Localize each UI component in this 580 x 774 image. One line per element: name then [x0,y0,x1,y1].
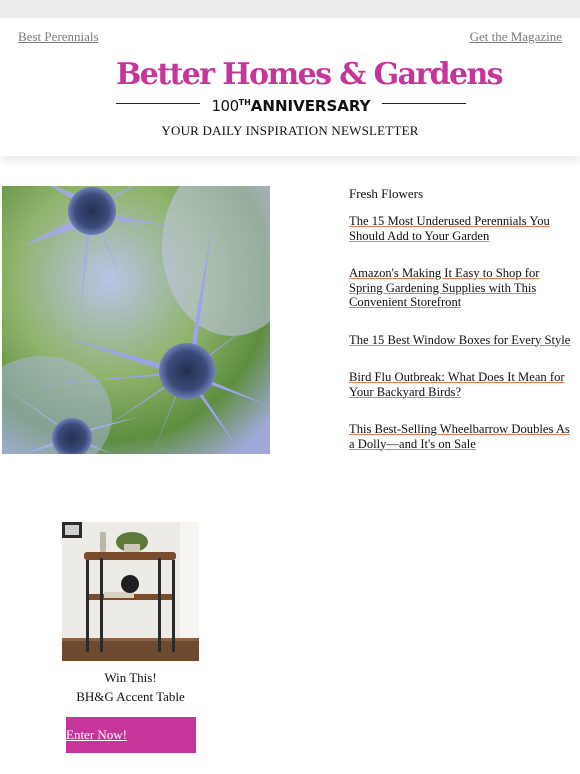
divider [382,103,466,104]
promo-title: Win This! [104,670,157,685]
eryngium-flower-image[interactable] [2,186,270,454]
anniversary-lockup [116,94,466,115]
newsletter-tagline: YOUR DAILY INSPIRATION NEWSLETTER [161,123,419,138]
article-link[interactable]: Bird Flu Outbreak: What Does It Mean for Your Backyard Birds? [349,370,565,399]
get-magazine-link[interactable]: Get the Magazine [469,29,562,44]
best-perennials-link[interactable]: Best Perennials [18,29,99,44]
accent-table-image[interactable] [62,522,199,661]
giveaway-promo [62,522,199,742]
section-title: Fresh Flowers [349,186,424,201]
enter-now-button[interactable]: Enter Now! [66,717,196,753]
anniversary-label: 100THANNIVERSARY [211,97,371,115]
article-link[interactable]: The 15 Most Underused Perennials You Should Add to Your Garden [349,214,550,243]
newsletter-header [0,18,580,156]
top-strip [0,0,580,18]
brand-wordmark: Better Homes & Gardens [116,57,502,92]
article-link[interactable]: Amazon's Making It Easy to Shop for Spring Gardening Supplies with This Convenient Storefront [349,266,540,309]
article-link[interactable]: This Best-Selling Wheelbarrow Doubles As a Dolly—and It's on Sale [349,422,570,451]
article-link[interactable]: The 15 Best Window Boxes for Every Style [349,332,571,347]
article-list [349,186,574,474]
promo-product-name: BH&G Accent Table [76,689,185,704]
divider [116,103,200,104]
bhg-logo[interactable] [116,57,502,116]
